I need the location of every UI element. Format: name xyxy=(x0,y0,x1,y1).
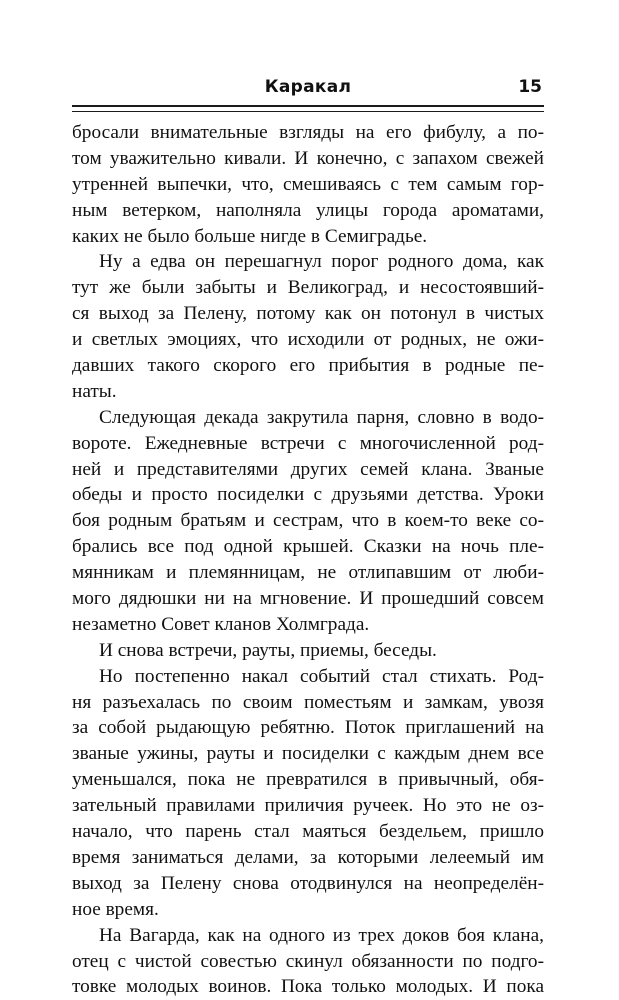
text-line: бросали внимательные взгляды на его фибулу, а по- xyxy=(72,122,544,143)
header-rule-thin xyxy=(72,111,544,112)
text-line: том уважительно кивали. И конечно, с запахом свежей xyxy=(72,147,544,169)
text-line: Но постепенно накал событий стал стихать. Род- xyxy=(99,665,544,687)
text-line: обеды и просто посиделки с друзьями детства. Уроки xyxy=(72,484,544,506)
text-line: товке молодых воинов. Пока только молодых. И пока xyxy=(72,976,544,998)
page-number: 15 xyxy=(518,77,542,97)
text-line: ней и представителями других семей клана. Званые xyxy=(72,458,544,480)
text-line: мянникам и племянницам, не отлипавшим от люби- xyxy=(72,562,544,584)
text-line: Следующая декада закрутила парня, словно в водо- xyxy=(99,406,544,428)
text-line: зательный правилами приличия ручеек. Но это не оз- xyxy=(72,795,544,817)
text-line: тут же были забыты и Великоград, и несостоявший- xyxy=(72,277,544,299)
text-line: выход за Пелену снова отодвинулся на неопределён- xyxy=(72,872,544,894)
text-line: брались все под одной крышей. Сказки на ночь пле- xyxy=(72,536,544,558)
text-line: На Вагарда, как на одного из трех доков боя клана, xyxy=(99,924,544,946)
text-line: боя родным братьям и сестрам, что в коем-то веке со- xyxy=(72,510,544,532)
text-line: за собой рыдающую ребятню. Поток приглашений на xyxy=(72,717,544,739)
text-line: каких не было больше нигде в Семиградье. xyxy=(72,225,428,247)
text-line: уменьшался, пока не превратился в привычный, обя- xyxy=(72,769,544,791)
header-rule-thick xyxy=(72,105,544,107)
text-line: вороте. Ежедневные встречи с многочисленной род- xyxy=(72,432,544,454)
running-title: Каракал xyxy=(264,77,352,97)
text-line: ся выход за Пелену, потому как он потонул в чистых xyxy=(72,303,544,325)
text-line: и светлых эмоциях, что исходили от родных, не ожи- xyxy=(72,329,544,351)
text-line: ное время. xyxy=(72,898,159,920)
text-line: И снова встречи, рауты, приемы, беседы. xyxy=(99,639,437,661)
body-text xyxy=(72,120,544,1000)
running-header xyxy=(72,77,544,101)
text-line: давших такого скорого его прибытия в родные пе- xyxy=(72,355,544,377)
text-line: время заниматься делами, за которыми лелеемый им xyxy=(72,846,544,868)
text-line: ня разъехалась по своим поместьям и замкам, увозя xyxy=(72,691,544,713)
text-line: незаметно Совет кланов Холмграда. xyxy=(72,613,370,635)
text-line: мого дядюшки ни на мгновение. И прошедший совсем xyxy=(72,588,544,610)
text-line: Ну а едва он перешагнул порог родного дома, как xyxy=(99,251,544,273)
text-line: отец с чистой совестью скинул обязанности по подго- xyxy=(72,950,544,972)
text-line: утренней выпечки, что, смешиваясь с тем самым гор- xyxy=(72,173,544,195)
text-line: званые ужины, рауты и посиделки с каждым днем все xyxy=(72,743,544,765)
text-line: ным ветерком, наполняла улицы города ароматами, xyxy=(72,199,544,221)
text-line: начало, что парень стал маяться бездельем, пришло xyxy=(72,821,544,843)
text-line: наты. xyxy=(72,380,117,402)
